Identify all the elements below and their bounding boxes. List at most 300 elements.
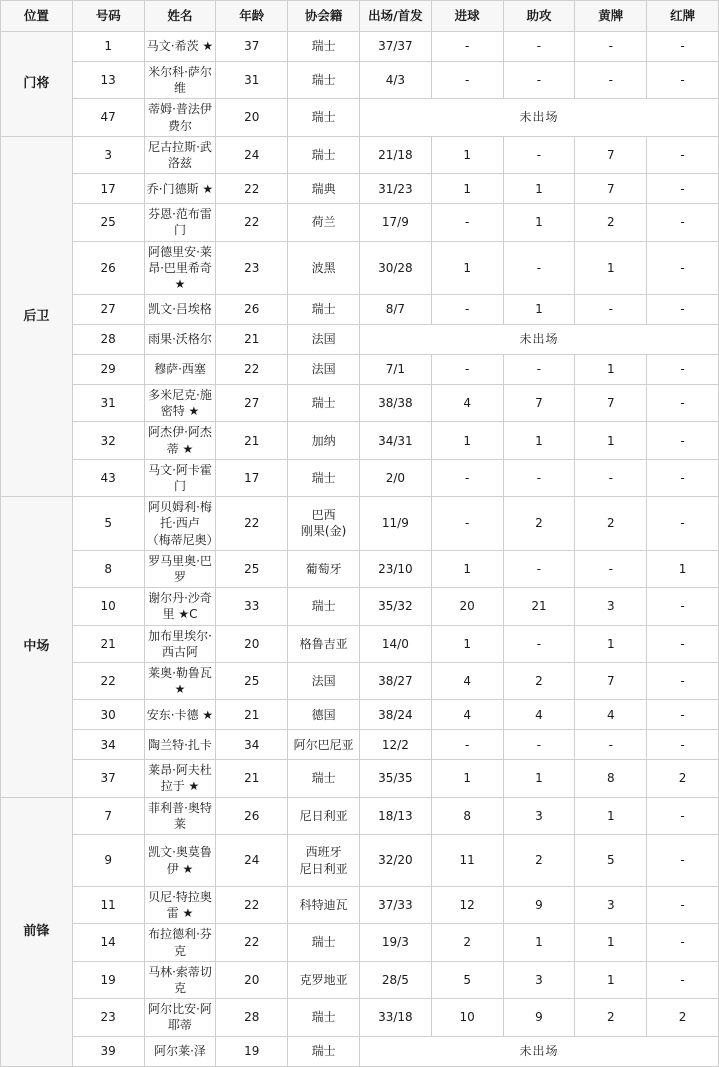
table-row <box>1 700 719 730</box>
table-row <box>1 136 719 173</box>
player-name-primary: 马文·希茨 ★ <box>146 39 214 54</box>
player-goals: 1 <box>431 422 503 459</box>
player-appearances: 30/28 <box>359 241 431 295</box>
association-primary: 瑞士 <box>311 110 336 125</box>
player-goals: - <box>431 62 503 99</box>
player-name[interactable] <box>144 295 216 325</box>
player-name[interactable] <box>144 588 216 625</box>
player-association <box>288 241 360 295</box>
player-goals: 1 <box>431 760 503 797</box>
player-number: 17 <box>72 174 144 204</box>
player-number: 32 <box>72 422 144 459</box>
association-primary: 克罗地亚 <box>299 972 348 987</box>
player-red-cards: 2 <box>647 999 719 1036</box>
player-yellow-cards: 1 <box>575 355 647 385</box>
association-primary: 瑞士 <box>311 39 336 54</box>
player-age: 23 <box>216 241 288 295</box>
player-appearances: 11/9 <box>359 497 431 551</box>
not-played-label: 未出场 <box>359 99 718 136</box>
player-red-cards: - <box>647 422 719 459</box>
player-association <box>288 136 360 173</box>
player-name[interactable] <box>144 1036 216 1066</box>
player-name[interactable] <box>144 32 216 62</box>
association-primary: 巴西 <box>311 508 336 523</box>
table-row <box>1 730 719 760</box>
player-appearances: 32/20 <box>359 835 431 887</box>
table-row <box>1 204 719 241</box>
player-name-primary: 马林·索蒂切克 <box>148 964 212 995</box>
player-association <box>288 497 360 551</box>
position-group-label: 前锋 <box>1 797 73 1066</box>
association-primary: 瑞士 <box>311 935 336 950</box>
player-age: 37 <box>216 32 288 62</box>
column-header-appearances: 出场/首发 <box>359 1 431 32</box>
player-yellow-cards: - <box>575 550 647 587</box>
player-red-cards: - <box>647 32 719 62</box>
player-number: 19 <box>72 961 144 998</box>
player-name[interactable] <box>144 459 216 496</box>
player-age: 26 <box>216 295 288 325</box>
player-yellow-cards: - <box>575 730 647 760</box>
table-row <box>1 32 719 62</box>
player-age: 17 <box>216 459 288 496</box>
player-age: 22 <box>216 887 288 924</box>
player-association <box>288 325 360 355</box>
player-name-primary: 莱昂·阿夫杜拉于 ★ <box>148 763 212 794</box>
player-number: 10 <box>72 588 144 625</box>
player-goals: - <box>431 459 503 496</box>
column-header-age: 年龄 <box>216 1 288 32</box>
player-name-primary: 罗马里奥·巴罗 <box>148 553 212 584</box>
player-yellow-cards: 1 <box>575 625 647 662</box>
player-yellow-cards: 3 <box>575 887 647 924</box>
player-name-primary: 菲利普·奥特莱 <box>148 800 212 831</box>
player-yellow-cards: - <box>575 62 647 99</box>
player-association <box>288 625 360 662</box>
table-row <box>1 924 719 961</box>
player-name[interactable] <box>144 204 216 241</box>
association-primary: 瑞士 <box>311 470 336 485</box>
player-yellow-cards: 1 <box>575 924 647 961</box>
player-association <box>288 204 360 241</box>
player-goals: 1 <box>431 174 503 204</box>
player-red-cards: - <box>647 797 719 834</box>
association-primary: 格鲁吉亚 <box>299 636 348 651</box>
player-association <box>288 961 360 998</box>
player-assists: 2 <box>503 662 575 699</box>
player-association <box>288 588 360 625</box>
player-assists: 4 <box>503 700 575 730</box>
player-yellow-cards: - <box>575 459 647 496</box>
not-played-label: 未出场 <box>359 1036 718 1066</box>
player-assists: 1 <box>503 174 575 204</box>
player-red-cards: - <box>647 924 719 961</box>
player-red-cards: - <box>647 204 719 241</box>
player-assists: 3 <box>503 797 575 834</box>
player-name[interactable] <box>144 174 216 204</box>
player-name-primary: 凯文·吕埃格 <box>148 302 212 317</box>
table-row <box>1 961 719 998</box>
player-association <box>288 385 360 422</box>
table-row <box>1 174 719 204</box>
player-appearances: 7/1 <box>359 355 431 385</box>
player-assists: 3 <box>503 961 575 998</box>
player-association <box>288 295 360 325</box>
position-group-label: 门将 <box>1 32 73 137</box>
player-association <box>288 174 360 204</box>
player-red-cards: - <box>647 355 719 385</box>
player-goals: 1 <box>431 550 503 587</box>
player-age: 20 <box>216 99 288 136</box>
player-red-cards: - <box>647 385 719 422</box>
player-number: 13 <box>72 62 144 99</box>
player-assists: - <box>503 625 575 662</box>
player-name[interactable] <box>144 797 216 834</box>
player-assists: - <box>503 550 575 587</box>
player-appearances: 38/24 <box>359 700 431 730</box>
player-red-cards: - <box>647 241 719 295</box>
player-appearances: 17/9 <box>359 204 431 241</box>
table-row <box>1 62 719 99</box>
player-name-primary: 加布里埃尔·西古阿 <box>148 628 212 659</box>
player-name[interactable] <box>144 62 216 99</box>
player-goals: 4 <box>431 662 503 699</box>
player-number: 47 <box>72 99 144 136</box>
player-red-cards: - <box>647 662 719 699</box>
player-goals: - <box>431 730 503 760</box>
player-name[interactable] <box>144 730 216 760</box>
player-age: 24 <box>216 835 288 887</box>
player-name-primary: 蒂姆·普法伊费尔 <box>148 102 212 133</box>
player-name-primary: 马文·阿卡霍门 <box>148 462 212 493</box>
player-name[interactable] <box>144 385 216 422</box>
player-name[interactable] <box>144 662 216 699</box>
player-red-cards: - <box>647 625 719 662</box>
table-row <box>1 241 719 295</box>
table-row <box>1 999 719 1036</box>
player-name-primary: 阿尔莱·泽 <box>154 1043 206 1058</box>
player-yellow-cards: 7 <box>575 385 647 422</box>
player-age: 20 <box>216 961 288 998</box>
player-association <box>288 422 360 459</box>
association-primary: 加纳 <box>311 433 336 448</box>
player-name[interactable] <box>144 700 216 730</box>
player-association <box>288 797 360 834</box>
position-group-label: 后卫 <box>1 136 73 496</box>
player-name[interactable] <box>144 999 216 1036</box>
player-name-primary: 多米尼克·施密特 ★ <box>148 388 212 419</box>
column-header-assists: 助攻 <box>503 1 575 32</box>
player-name-primary: 米尔科·萨尔维 <box>148 65 212 96</box>
table-row <box>1 662 719 699</box>
association-primary: 法国 <box>311 362 336 377</box>
player-name[interactable] <box>144 241 216 295</box>
table-row <box>1 550 719 587</box>
player-appearances: 38/27 <box>359 662 431 699</box>
player-assists: 7 <box>503 385 575 422</box>
table-row <box>1 385 719 422</box>
player-red-cards: - <box>647 174 719 204</box>
player-name[interactable] <box>144 961 216 998</box>
player-association <box>288 62 360 99</box>
table-row <box>1 497 719 551</box>
player-name[interactable] <box>144 924 216 961</box>
player-appearances: 23/10 <box>359 550 431 587</box>
association-primary: 瑞士 <box>311 1010 336 1025</box>
player-assists: 21 <box>503 588 575 625</box>
player-association <box>288 924 360 961</box>
player-name[interactable] <box>144 760 216 797</box>
player-assists: - <box>503 136 575 173</box>
player-association <box>288 835 360 887</box>
player-red-cards: - <box>647 835 719 887</box>
player-appearances: 37/37 <box>359 32 431 62</box>
player-name-primary: 陶兰特·扎卡 <box>148 737 212 752</box>
table-row <box>1 1036 719 1066</box>
player-number: 5 <box>72 497 144 551</box>
player-appearances: 21/18 <box>359 136 431 173</box>
association-primary: 瑞士 <box>311 147 336 162</box>
player-age: 22 <box>216 204 288 241</box>
player-red-cards: - <box>647 961 719 998</box>
player-yellow-cards: 7 <box>575 174 647 204</box>
player-assists: - <box>503 32 575 62</box>
association-primary: 德国 <box>311 707 336 722</box>
column-header-red-cards: 红牌 <box>647 1 719 32</box>
player-name[interactable] <box>144 325 216 355</box>
association-primary: 瑞典 <box>311 181 336 196</box>
table-row <box>1 887 719 924</box>
player-yellow-cards: - <box>575 32 647 62</box>
position-group-label: 中场 <box>1 497 73 797</box>
player-age: 21 <box>216 700 288 730</box>
player-name-alias: （梅蒂尼奥） <box>146 532 219 547</box>
player-red-cards: - <box>647 588 719 625</box>
player-name[interactable] <box>144 550 216 587</box>
association-primary: 荷兰 <box>311 215 336 230</box>
table-row <box>1 99 719 136</box>
table-row <box>1 422 719 459</box>
player-appearances: 12/2 <box>359 730 431 760</box>
player-goals: - <box>431 355 503 385</box>
player-number: 11 <box>72 887 144 924</box>
column-header-association: 协会籍 <box>288 1 360 32</box>
player-number: 22 <box>72 662 144 699</box>
player-goals: - <box>431 497 503 551</box>
player-number: 21 <box>72 625 144 662</box>
player-name[interactable] <box>144 136 216 173</box>
player-yellow-cards: 5 <box>575 835 647 887</box>
player-appearances: 34/31 <box>359 422 431 459</box>
player-yellow-cards: 2 <box>575 999 647 1036</box>
association-primary: 科特迪瓦 <box>299 898 348 913</box>
player-assists: 2 <box>503 497 575 551</box>
player-assists: - <box>503 459 575 496</box>
player-association <box>288 459 360 496</box>
player-number: 1 <box>72 32 144 62</box>
player-goals: 1 <box>431 241 503 295</box>
table-row <box>1 459 719 496</box>
player-association <box>288 550 360 587</box>
player-red-cards: 1 <box>647 550 719 587</box>
player-association <box>288 887 360 924</box>
player-red-cards: - <box>647 295 719 325</box>
player-number: 37 <box>72 760 144 797</box>
player-name[interactable] <box>144 625 216 662</box>
player-name-primary: 穆萨·西塞 <box>154 362 206 377</box>
association-primary: 瑞士 <box>311 396 336 411</box>
player-assists: 9 <box>503 999 575 1036</box>
association-primary: 瑞士 <box>311 302 336 317</box>
player-yellow-cards: 2 <box>575 204 647 241</box>
column-header-yellow-cards: 黄牌 <box>575 1 647 32</box>
player-appearances: 8/7 <box>359 295 431 325</box>
association-primary: 波黑 <box>311 260 336 275</box>
player-number: 3 <box>72 136 144 173</box>
column-header-goals: 进球 <box>431 1 503 32</box>
player-age: 34 <box>216 730 288 760</box>
player-goals: 1 <box>431 625 503 662</box>
association-primary: 阿尔巴尼亚 <box>293 737 354 752</box>
player-appearances: 19/3 <box>359 924 431 961</box>
player-number: 8 <box>72 550 144 587</box>
player-age: 21 <box>216 422 288 459</box>
association-primary: 瑞士 <box>311 1043 336 1058</box>
player-association <box>288 99 360 136</box>
player-age: 20 <box>216 625 288 662</box>
player-yellow-cards: 1 <box>575 797 647 834</box>
player-red-cards: - <box>647 700 719 730</box>
player-assists: 1 <box>503 760 575 797</box>
player-yellow-cards: 2 <box>575 497 647 551</box>
player-association <box>288 32 360 62</box>
association-primary: 瑞士 <box>311 599 336 614</box>
player-age: 22 <box>216 355 288 385</box>
player-association <box>288 730 360 760</box>
player-name-primary: 安东·卡德 ★ <box>146 707 214 722</box>
player-name-primary: 乔·门德斯 ★ <box>146 181 214 196</box>
player-assists: - <box>503 62 575 99</box>
player-appearances: 38/38 <box>359 385 431 422</box>
player-assists: - <box>503 355 575 385</box>
player-appearances: 31/23 <box>359 174 431 204</box>
player-name[interactable] <box>144 497 219 551</box>
player-goals: 20 <box>431 588 503 625</box>
player-age: 22 <box>216 924 288 961</box>
player-age: 21 <box>216 325 288 355</box>
player-number: 26 <box>72 241 144 295</box>
player-name-primary: 布拉德利·芬克 <box>148 927 212 958</box>
player-number: 31 <box>72 385 144 422</box>
table-row <box>1 355 719 385</box>
player-appearances: 33/18 <box>359 999 431 1036</box>
player-number: 43 <box>72 459 144 496</box>
player-goals: - <box>431 204 503 241</box>
player-name[interactable] <box>144 422 216 459</box>
column-header-position: 位置 <box>1 1 73 32</box>
association-primary: 葡萄牙 <box>305 561 342 576</box>
player-age: 21 <box>216 760 288 797</box>
player-assists: 2 <box>503 835 575 887</box>
player-number: 7 <box>72 797 144 834</box>
player-association <box>288 999 360 1036</box>
player-goals: 8 <box>431 797 503 834</box>
player-number: 34 <box>72 730 144 760</box>
player-yellow-cards: 1 <box>575 241 647 295</box>
player-number: 9 <box>72 835 144 887</box>
player-appearances: 35/32 <box>359 588 431 625</box>
table-row <box>1 760 719 797</box>
player-red-cards: - <box>647 497 719 551</box>
player-name-primary: 莱奥·勒鲁瓦 ★ <box>148 665 212 697</box>
player-goals: 5 <box>431 961 503 998</box>
player-name-primary: 阿杰伊·阿杰蒂 ★ <box>148 425 212 456</box>
player-association <box>288 700 360 730</box>
player-association <box>288 355 360 385</box>
player-age: 22 <box>216 497 288 551</box>
table-body <box>1 32 719 1067</box>
table-row <box>1 325 719 355</box>
table-row <box>1 625 719 662</box>
player-name[interactable] <box>144 835 216 887</box>
player-yellow-cards: 7 <box>575 136 647 173</box>
player-yellow-cards: 8 <box>575 760 647 797</box>
player-number: 30 <box>72 700 144 730</box>
player-red-cards: - <box>647 730 719 760</box>
player-assists: 1 <box>503 422 575 459</box>
player-yellow-cards: 7 <box>575 662 647 699</box>
player-name[interactable] <box>144 887 216 924</box>
player-goals: 4 <box>431 700 503 730</box>
player-goals: 1 <box>431 136 503 173</box>
player-goals: 12 <box>431 887 503 924</box>
player-yellow-cards: 3 <box>575 588 647 625</box>
player-appearances: 37/33 <box>359 887 431 924</box>
player-age: 26 <box>216 797 288 834</box>
player-appearances: 18/13 <box>359 797 431 834</box>
player-age: 25 <box>216 550 288 587</box>
association-primary: 法国 <box>311 332 336 347</box>
player-name[interactable] <box>144 99 216 136</box>
player-goals: 11 <box>431 835 503 887</box>
column-header-number: 号码 <box>72 1 144 32</box>
header-row <box>1 1 719 32</box>
table-row <box>1 835 719 887</box>
player-red-cards: - <box>647 136 719 173</box>
player-assists: 9 <box>503 887 575 924</box>
association-primary: 瑞士 <box>311 771 336 786</box>
player-number: 14 <box>72 924 144 961</box>
player-goals: 4 <box>431 385 503 422</box>
player-age: 25 <box>216 662 288 699</box>
player-number: 27 <box>72 295 144 325</box>
association-primary: 法国 <box>311 673 336 688</box>
player-appearances: 35/35 <box>359 760 431 797</box>
association-primary: 西班牙 <box>305 845 342 860</box>
table-row <box>1 797 719 834</box>
player-name[interactable] <box>144 355 216 385</box>
player-name-primary: 阿尔比安·阿耶蒂 <box>148 1002 212 1033</box>
player-name-primary: 贝尼·特拉奥雷 ★ <box>148 890 212 921</box>
player-age: 24 <box>216 136 288 173</box>
player-age: 22 <box>216 174 288 204</box>
player-red-cards: - <box>647 887 719 924</box>
player-name-primary: 雨果·沃格尔 <box>148 332 212 347</box>
player-appearances: 2/0 <box>359 459 431 496</box>
player-number: 28 <box>72 325 144 355</box>
association-secondary: 尼日利亚 <box>299 861 348 876</box>
player-red-cards: - <box>647 459 719 496</box>
